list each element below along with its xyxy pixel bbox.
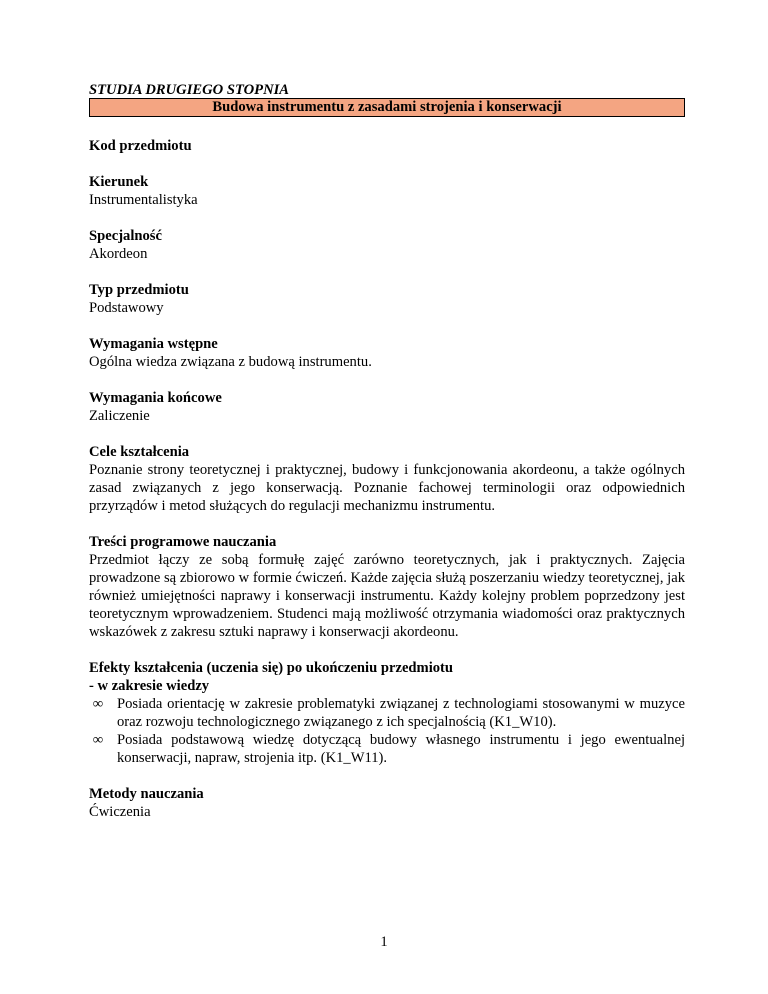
infinity-bullet-icon: ∞ (92, 732, 104, 748)
section-efekty (89, 659, 685, 767)
section-paragraph: Przedmiot łączy ze sobą formułę zajęć zarówno teoretycznych, jak i praktycznych. Zajęcia prowadzone są zbiorowo w formie ćwiczeń. Każde zajęcia służą poszerzaniu wiedzy teoretycznej, jak również umiejętności naprawy i konserwacji instrumentu. Każdy kolejny problem poprzedzony jest teoretycznym wprowadzeniem. Studenci mają możliwość otrzymania wiadomości oraz praktycznych wskazówek z zakresu sztuki naprawy i konserwacji akordeonu. (89, 552, 685, 640)
section-heading: Efekty kształcenia (uczenia się) po ukończeniu przedmiotu (89, 660, 454, 676)
section-heading: Kierunek (89, 174, 149, 190)
page-number: 1 (380, 934, 388, 950)
section-heading: Typ przedmiotu (89, 282, 189, 298)
course-title-bar: Budowa instrumentu z zasadami strojenia i konserwacji (89, 98, 685, 117)
section-subheading: - w zakresie wiedzy (89, 678, 210, 694)
list-item-text: Posiada orientację w zakresie problematyki związanej z technologiami stosowanymi w muzyce oraz rozwoju technologicznego związanego z ich specjalnością (K1_W10). (117, 696, 685, 730)
section-value: Instrumentalistyka (89, 192, 198, 208)
section-value: Podstawowy (89, 300, 164, 316)
list-item (89, 731, 685, 767)
section-heading: Kod przedmiotu (89, 138, 192, 154)
section-heading: Cele kształcenia (89, 444, 190, 460)
section-wymagania-wstepne (89, 335, 685, 371)
list-item (89, 695, 685, 731)
section-metody (89, 785, 685, 821)
list-item-text: Posiada podstawową wiedzę dotyczącą budowy własnego instrumentu i jego ewentualnej konserwacji, napraw, strojenia itp. (K1_W11). (117, 732, 685, 766)
section-tresci (89, 533, 685, 641)
section-value: Zaliczenie (89, 408, 150, 424)
section-value: Ćwiczenia (89, 804, 151, 820)
section-heading: Wymagania wstępne (89, 336, 218, 352)
section-typ (89, 281, 685, 317)
section-cele (89, 443, 685, 515)
section-heading: Wymagania końcowe (89, 390, 222, 406)
section-specjalnosc (89, 227, 685, 263)
document-page (89, 82, 685, 821)
section-value: Ogólna wiedza związana z budową instrumentu. (89, 354, 372, 370)
section-paragraph: Poznanie strony teoretycznej i praktycznej, budowy i funkcjonowania akordeonu, a także ogólnych zasad związanych z jego konserwacją. Poznanie fachowej terminologii oraz odpowiednich przyrządów i metod służących do regulacji mechanizmu instrumentu. (89, 462, 685, 514)
infinity-bullet-icon: ∞ (92, 696, 104, 712)
section-heading: Specjalność (89, 228, 162, 244)
section-value: Akordeon (89, 246, 148, 262)
section-kod (89, 137, 685, 155)
section-heading: Metody nauczania (89, 786, 204, 802)
outcomes-list (89, 695, 685, 767)
section-wymagania-koncowe (89, 389, 685, 425)
program-level: STUDIA DRUGIEGO STOPNIA (89, 82, 290, 98)
section-heading: Treści programowe nauczania (89, 534, 277, 550)
section-kierunek (89, 173, 685, 209)
